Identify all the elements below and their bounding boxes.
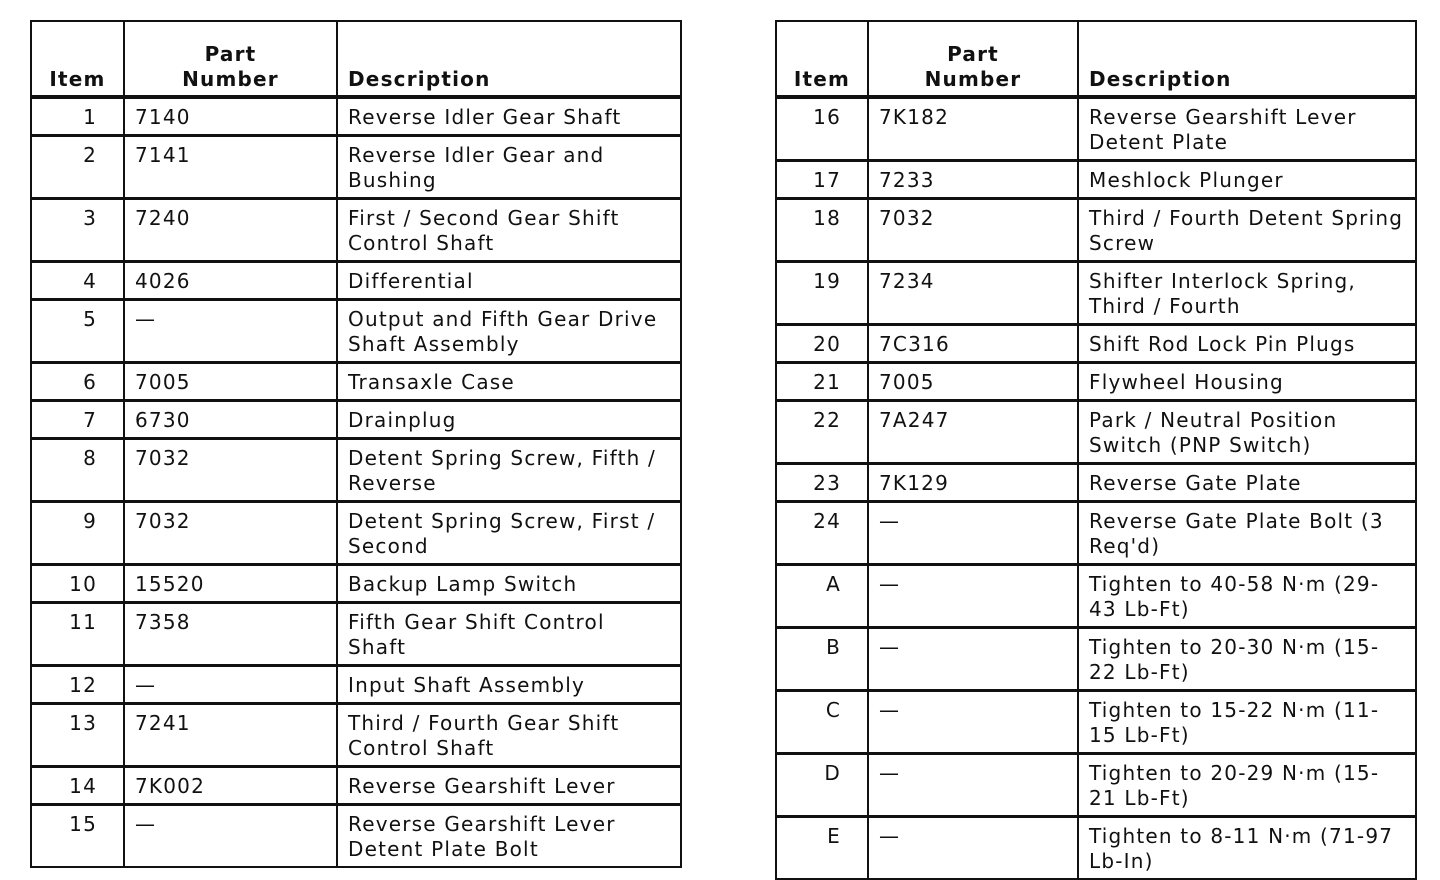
part-number-cell: 7141 <box>124 136 337 199</box>
description-cell: Tighten to 20-30 N·m (15-22 Lb-Ft) <box>1078 628 1416 691</box>
part-number-cell: — <box>124 300 337 363</box>
part-number-cell: 7A247 <box>868 401 1078 464</box>
table-row <box>31 439 681 502</box>
part-number-cell: — <box>868 691 1078 754</box>
item-cell: 22 <box>776 401 868 464</box>
part-number-cell: 7K002 <box>124 767 337 805</box>
table-row <box>776 161 1416 199</box>
description-cell: Backup Lamp Switch <box>337 565 681 603</box>
item-cell: 6 <box>31 363 124 401</box>
description-cell: Output and Fifth Gear Drive Shaft Assembly <box>337 300 681 363</box>
part-number-cell: — <box>868 817 1078 880</box>
part-number-cell: 4026 <box>124 262 337 300</box>
table-row <box>31 136 681 199</box>
table-row <box>776 199 1416 262</box>
item-cell: C <box>776 691 868 754</box>
table-header-row <box>31 21 681 97</box>
part-number-cell: 7005 <box>868 363 1078 401</box>
table-row <box>31 97 681 136</box>
description-cell: Reverse Gearshift Lever <box>337 767 681 805</box>
table-row <box>31 805 681 868</box>
item-cell: A <box>776 565 868 628</box>
table-row <box>31 401 681 439</box>
item-cell: 2 <box>31 136 124 199</box>
item-cell: 15 <box>31 805 124 868</box>
item-cell: 19 <box>776 262 868 325</box>
table-row <box>31 704 681 767</box>
part-number-cell: — <box>868 565 1078 628</box>
table-row <box>31 262 681 300</box>
part-number-cell: — <box>124 805 337 868</box>
item-cell: 24 <box>776 502 868 565</box>
header-item: Item <box>31 21 124 97</box>
part-number-cell: 7005 <box>124 363 337 401</box>
item-cell: D <box>776 754 868 817</box>
description-cell: Shift Rod Lock Pin Plugs <box>1078 325 1416 363</box>
item-cell: 10 <box>31 565 124 603</box>
description-cell: Detent Spring Screw, Fifth / Reverse <box>337 439 681 502</box>
part-number-cell: — <box>124 666 337 704</box>
table-row <box>776 325 1416 363</box>
table-row <box>31 502 681 565</box>
table-row <box>776 628 1416 691</box>
part-number-cell: 15520 <box>124 565 337 603</box>
part-number-cell: 7K182 <box>868 97 1078 161</box>
table-row <box>31 199 681 262</box>
part-number-cell: 7358 <box>124 603 337 666</box>
description-cell: Differential <box>337 262 681 300</box>
table-row <box>31 767 681 805</box>
part-number-cell: — <box>868 754 1078 817</box>
header-part-number: Part Number <box>868 21 1078 97</box>
table-row <box>31 300 681 363</box>
table-row <box>776 97 1416 161</box>
part-number-cell: 7032 <box>868 199 1078 262</box>
item-cell: 12 <box>31 666 124 704</box>
table-row <box>776 817 1416 880</box>
item-cell: 20 <box>776 325 868 363</box>
item-cell: 18 <box>776 199 868 262</box>
description-cell: Tighten to 8-11 N·m (71-97 Lb-In) <box>1078 817 1416 880</box>
table-row <box>31 666 681 704</box>
item-cell: 3 <box>31 199 124 262</box>
table-row <box>776 565 1416 628</box>
description-cell: Tighten to 20-29 N·m (15-21 Lb-Ft) <box>1078 754 1416 817</box>
item-cell: 5 <box>31 300 124 363</box>
item-cell: 16 <box>776 97 868 161</box>
item-cell: 9 <box>31 502 124 565</box>
description-cell: Meshlock Plunger <box>1078 161 1416 199</box>
part-number-cell: — <box>868 628 1078 691</box>
description-cell: First / Second Gear Shift Control Shaft <box>337 199 681 262</box>
description-cell: Fifth Gear Shift Control Shaft <box>337 603 681 666</box>
description-cell: Reverse Gate Plate Bolt (3 Req'd) <box>1078 502 1416 565</box>
description-cell: Detent Spring Screw, First / Second <box>337 502 681 565</box>
table-row <box>776 363 1416 401</box>
description-cell: Third / Fourth Gear Shift Control Shaft <box>337 704 681 767</box>
part-number-cell: 6730 <box>124 401 337 439</box>
description-cell: Input Shaft Assembly <box>337 666 681 704</box>
table-header-row <box>776 21 1416 97</box>
table-row <box>31 363 681 401</box>
table-row <box>776 401 1416 464</box>
description-cell: Transaxle Case <box>337 363 681 401</box>
table-row <box>776 262 1416 325</box>
part-number-cell: 7240 <box>124 199 337 262</box>
part-number-cell: — <box>868 502 1078 565</box>
header-description: Description <box>337 21 681 97</box>
item-cell: 4 <box>31 262 124 300</box>
part-number-cell: 7140 <box>124 97 337 136</box>
description-cell: Tighten to 40-58 N·m (29-43 Lb-Ft) <box>1078 565 1416 628</box>
table-row <box>31 565 681 603</box>
item-cell: 7 <box>31 401 124 439</box>
parts-table-left <box>30 20 682 868</box>
item-cell: 11 <box>31 603 124 666</box>
item-cell: E <box>776 817 868 880</box>
header-part-number: Part Number <box>124 21 337 97</box>
part-number-cell: 7032 <box>124 439 337 502</box>
table-row <box>776 691 1416 754</box>
description-cell: Shifter Interlock Spring, Third / Fourth <box>1078 262 1416 325</box>
item-cell: 14 <box>31 767 124 805</box>
item-cell: B <box>776 628 868 691</box>
table-row <box>776 464 1416 502</box>
table-row <box>776 754 1416 817</box>
part-number-cell: 7C316 <box>868 325 1078 363</box>
item-cell: 8 <box>31 439 124 502</box>
part-number-cell: 7233 <box>868 161 1078 199</box>
description-cell: Reverse Idler Gear Shaft <box>337 97 681 136</box>
description-cell: Flywheel Housing <box>1078 363 1416 401</box>
description-cell: Park / Neutral Position Switch (PNP Switch) <box>1078 401 1416 464</box>
part-number-cell: 7032 <box>124 502 337 565</box>
table-row <box>776 502 1416 565</box>
header-description: Description <box>1078 21 1416 97</box>
item-cell: 13 <box>31 704 124 767</box>
parts-table-right <box>775 20 1417 880</box>
header-item: Item <box>776 21 868 97</box>
item-cell: 23 <box>776 464 868 502</box>
item-cell: 17 <box>776 161 868 199</box>
part-number-cell: 7241 <box>124 704 337 767</box>
part-number-cell: 7K129 <box>868 464 1078 502</box>
description-cell: Reverse Idler Gear and Bushing <box>337 136 681 199</box>
description-cell: Reverse Gearshift Lever Detent Plate <box>1078 97 1416 161</box>
item-cell: 1 <box>31 97 124 136</box>
table-row <box>31 603 681 666</box>
description-cell: Reverse Gearshift Lever Detent Plate Bolt <box>337 805 681 868</box>
part-number-cell: 7234 <box>868 262 1078 325</box>
description-cell: Drainplug <box>337 401 681 439</box>
description-cell: Reverse Gate Plate <box>1078 464 1416 502</box>
description-cell: Tighten to 15-22 N·m (11-15 Lb-Ft) <box>1078 691 1416 754</box>
description-cell: Third / Fourth Detent Spring Screw <box>1078 199 1416 262</box>
item-cell: 21 <box>776 363 868 401</box>
